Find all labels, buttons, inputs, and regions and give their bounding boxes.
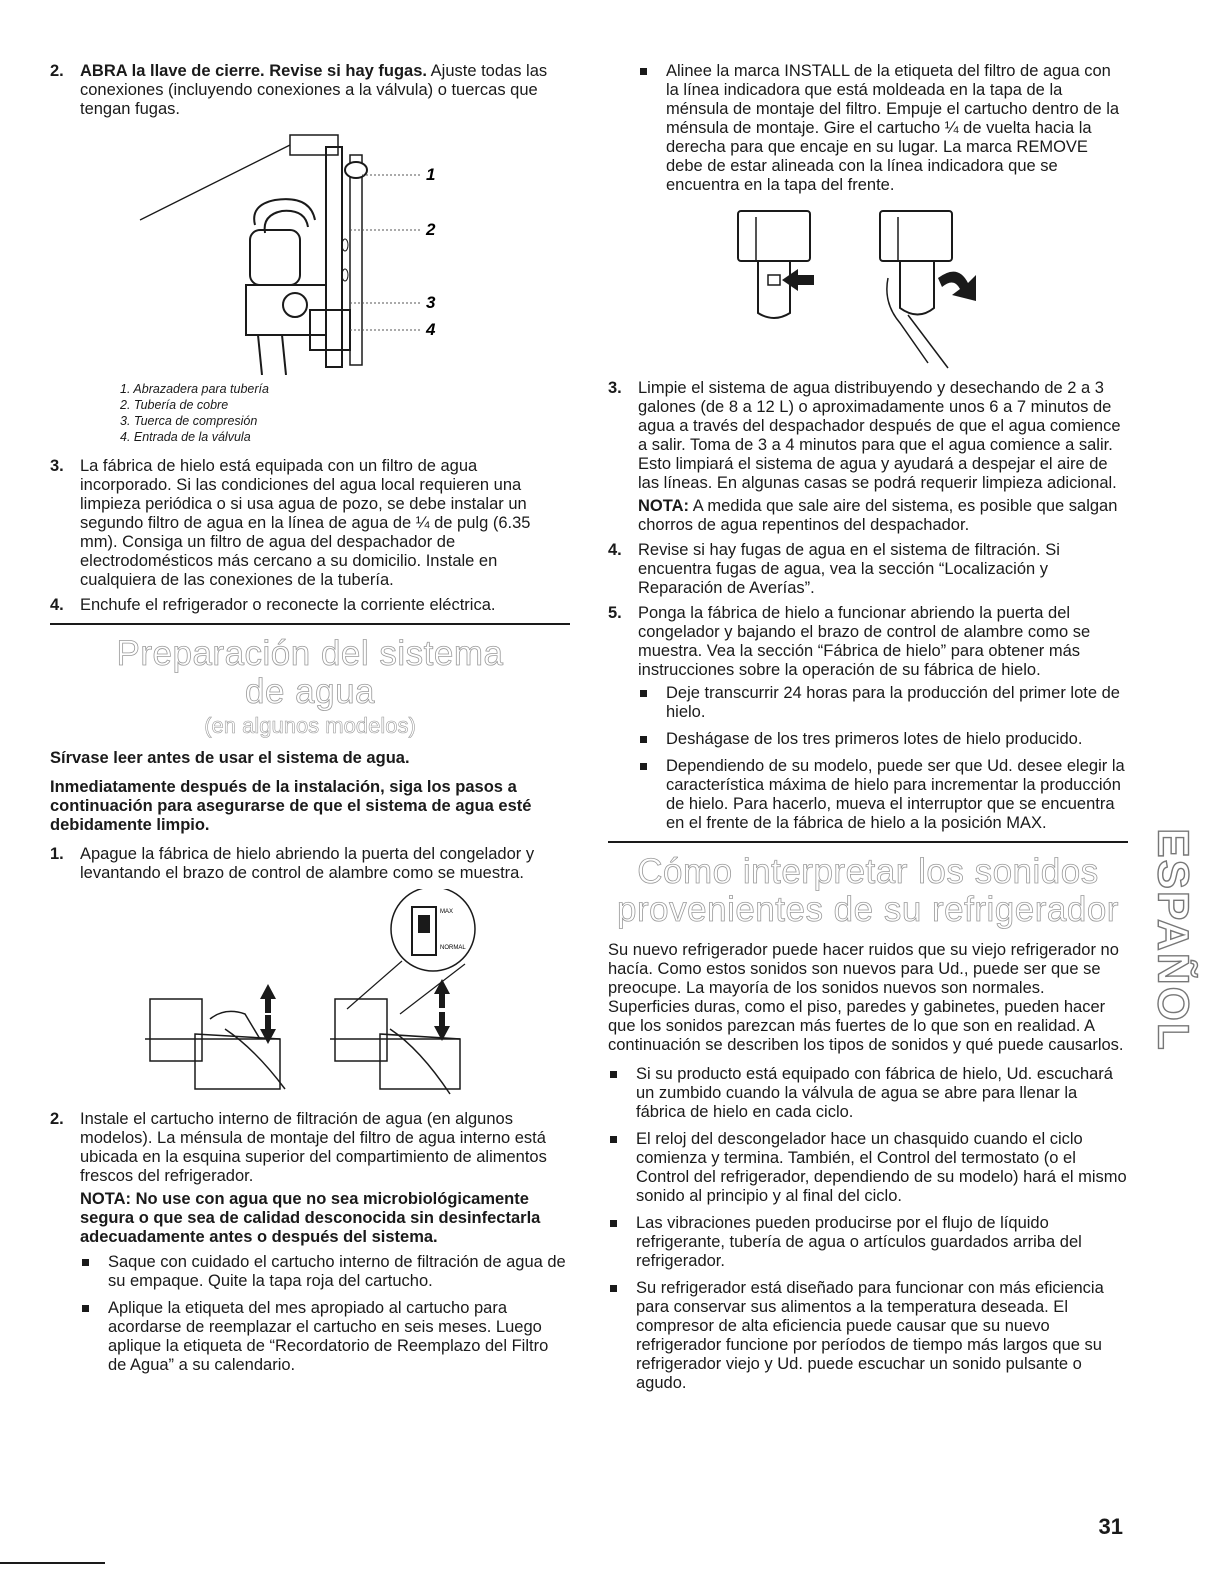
section-title-line: Cómo interpretar los sonidos <box>637 852 1099 891</box>
step-text: Limpie el sistema de agua distribuyendo y desechando de 2 a 3 galones (de 8 a 12 L) o aproximadamente unos 6 a 7 minutos de agua a través del despachador después de que el agua comience a salir. Toma de 3 a 4 minutos para que el agua comience a salir. Esto limpiará el sistema de agua y ayudará a despejar el aire de las líneas. En algunas casas se podrá requerir limpieza adicional. <box>638 379 1121 492</box>
step-3-filter <box>50 457 570 590</box>
valve-connection-figure <box>50 125 570 375</box>
read-first-heading: Sírvase leer antes de usar el sistema de agua. <box>50 749 410 767</box>
step-text: Ponga la fábrica de hielo a funcionar abriendo la puerta del congelador y bajando el brazo de control de alambre como se muestra. Vea la sección “Fábrica de hielo” para obtener más instrucciones sobre la operación de su fábrica de hielo. <box>638 604 1091 679</box>
legend-item: 2. Tubería de cobre <box>120 398 229 412</box>
after-install-heading: Inmediatamente después de la instalación, siga los pasos a continuación para asegurarse de que el sistema de agua esté debidamente limpio. <box>50 778 532 834</box>
switch-label-max: MAX <box>440 909 454 915</box>
note-text: A medida que sale aire del sistema, es posible que salgan chorros de agua repentinos del despachador. <box>638 497 1118 534</box>
air-note <box>638 497 1128 535</box>
legend-item: 1. Abrazadera para tubería <box>120 382 269 396</box>
list-item: Si su producto está equipado con fábrica de hielo, Ud. escuchará un zumbido cuando la válvula de agua se abre para llenar la fábrica de hielo en cada ciclo. <box>608 1065 1128 1122</box>
list-item: Alinee la marca INSTALL de la etiqueta del filtro de agua con la línea indicadora que está moldeada en la tapa de la ménsula de montaje del filtro. Empuje el cartucho dentro de la ménsula de montaje. Gire el cartucho ¼ de vuelta hacia la derecha para que encaje en su lugar. La marca REMOVE debe de estar alineada con la línea indicadora que se encuentra en la tapa del frente. <box>638 62 1128 195</box>
step-4-plug <box>50 596 570 615</box>
list-item: Deje transcurrir 24 horas para la producción del primer lote de hielo. <box>638 684 1128 722</box>
step-heading: ABRA la llave de cierre. Revise si hay fugas. <box>80 62 427 80</box>
step-number: 1. <box>50 845 64 863</box>
callout-3: 3 <box>426 293 436 312</box>
section-title-line: Preparación del sistema <box>116 634 504 673</box>
list-item: Deshágase de los tres primeros lotes de hielo producido. <box>638 730 1128 749</box>
list-item: Las vibraciones pueden producirse por el flujo de líquido refrigerante, tubería de agua o artículos guardados arriba del refrigerador. <box>608 1214 1128 1271</box>
step-4-leaks <box>608 541 1128 598</box>
footer-rule <box>0 1562 105 1564</box>
sounds-intro: Su nuevo refrigerador puede hacer ruidos que su viejo refrigerador no hacía. Como estos sonidos son nuevos para Ud., puede ser que se preocupe. La mayoría de los sonidos nuevos son normales. Superficies duras, como el piso, paredes y gabinetes, pueden hacer que los sonidos parezcan más fuertes de lo que son en realidad. A continuación se describen los tipos de sonidos y qué puede causarlos. <box>608 941 1124 1054</box>
list-item: Dependiendo de su modelo, puede ser que Ud. desee elegir la característica máxima de hielo para incrementar la producción de hielo. Para hacerlo, mueva el interruptor que se encuentra en el frente de la fábrica de hielo a la posición MAX. <box>638 757 1128 833</box>
section-divider <box>50 623 570 625</box>
step-3-flush <box>608 379 1128 535</box>
section-title <box>608 853 1128 929</box>
step-number: 4. <box>50 596 64 614</box>
callout-1: 1 <box>426 165 436 184</box>
step-number: 5. <box>608 604 622 622</box>
step-number: 4. <box>608 541 622 559</box>
step-number: 3. <box>608 379 622 397</box>
section-title-line: provenientes de su refrigerador <box>617 890 1119 929</box>
section-divider <box>608 841 1128 843</box>
list-item: Aplique la etiqueta del mes apropiado al cartucho para acordarse de reemplazar el cartucho en seis meses. Luego aplique la etiqueta de “Recordatorio de Reemplazo del Filtro de Agua” a su calendario. <box>80 1299 570 1375</box>
filter-cartridge-figure <box>608 203 1128 373</box>
sub-step-2 <box>50 1110 570 1375</box>
list-item: Su refrigerador está diseñado para funcionar con más eficiencia para conservar sus alimentos a la temperatura deseada. El compresor de alta eficiencia puede causar que su nuevo refrigerador funcione por períodos de tiempo más largos que su refrigerador viejo y Ud. puede escuchar un sonido pulsante o agudo. <box>608 1279 1128 1393</box>
side-tab-label: ESPAÑOL <box>1148 828 1198 1052</box>
safety-note: NOTA: No use con agua que no sea microbiológicamente segura o que sea de calidad desconocida sin desinfectarla adecuadamente antes o después del sistema. <box>80 1190 541 1246</box>
right-column <box>608 62 1128 1401</box>
step-text: Apague la fábrica de hielo abriendo la puerta del congelador y levantando el brazo de control de alambre como se muestra. <box>80 845 535 882</box>
list-item: El reloj del descongelador hace un chasquido cuando el ciclo comienza y termina. También, el Control del termostato (o el Control del refrigerador, dependiendo de su modelo) hará el mismo sonido al principio y al final del ciclo. <box>608 1130 1128 1206</box>
legend-item: 4. Entrada de la válvula <box>120 430 251 444</box>
step-5-start-ice-maker <box>608 604 1128 833</box>
left-column <box>50 62 570 1383</box>
note-label: NOTA: <box>638 497 690 515</box>
step-text: Enchufe el refrigerador o reconecte la corriente eléctrica. <box>80 596 496 614</box>
callout-2: 2 <box>426 220 436 239</box>
step-text: La fábrica de hielo está equipada con un filtro de agua incorporado. Si las condiciones del agua local requieren una limpieza periódica o si usa agua de pozo, se debe instalar un segundo filtro de agua en la línea de agua de ¼ de pulg (6.35 mm). Consiga un filtro de agua del despachador de electrodomésticos más cercano a su domicilio. Instale en cualquiera de las conexiones de la tubería. <box>80 457 531 589</box>
section-title-line: de agua <box>244 672 376 711</box>
figure-legend <box>120 381 570 445</box>
step-number: 2. <box>50 1110 64 1128</box>
section-subtitle: (en algunos modelos) <box>204 713 416 738</box>
sub-step-1 <box>50 845 570 883</box>
step-text: Ajuste todas las conexiones (incluyendo conexiones a la válvula) o tuercas que tengan fugas. <box>80 62 548 118</box>
page-number: 31 <box>1098 1514 1123 1539</box>
list-item: Saque con cuidado el cartucho interno de filtración de agua de su empaque. Quite la tapa roja del cartucho. <box>80 1253 570 1291</box>
step-2-open-valve <box>50 62 570 119</box>
language-side-tab <box>1150 820 1196 1060</box>
step-number: 2. <box>50 62 64 80</box>
step-text: Instale el cartucho interno de filtración de agua (en algunos modelos). La ménsula de montaje del filtro de agua interno está ubicada en la esquina superior del compartimiento de alimentos frescos del refrigerador. <box>80 1110 547 1185</box>
ice-maker-arm-figure <box>50 889 570 1104</box>
legend-item: 3. Tuerca de compresión <box>120 414 258 428</box>
switch-label-normal: NORMAL <box>440 945 466 951</box>
step-number: 3. <box>50 457 64 475</box>
section-title <box>50 635 570 711</box>
callout-4: 4 <box>426 320 436 339</box>
step-text: Revise si hay fugas de agua en el sistema de filtración. Si encuentra fugas de agua, vea la sección “Localización y Reparación de Averías”. <box>638 541 1060 597</box>
